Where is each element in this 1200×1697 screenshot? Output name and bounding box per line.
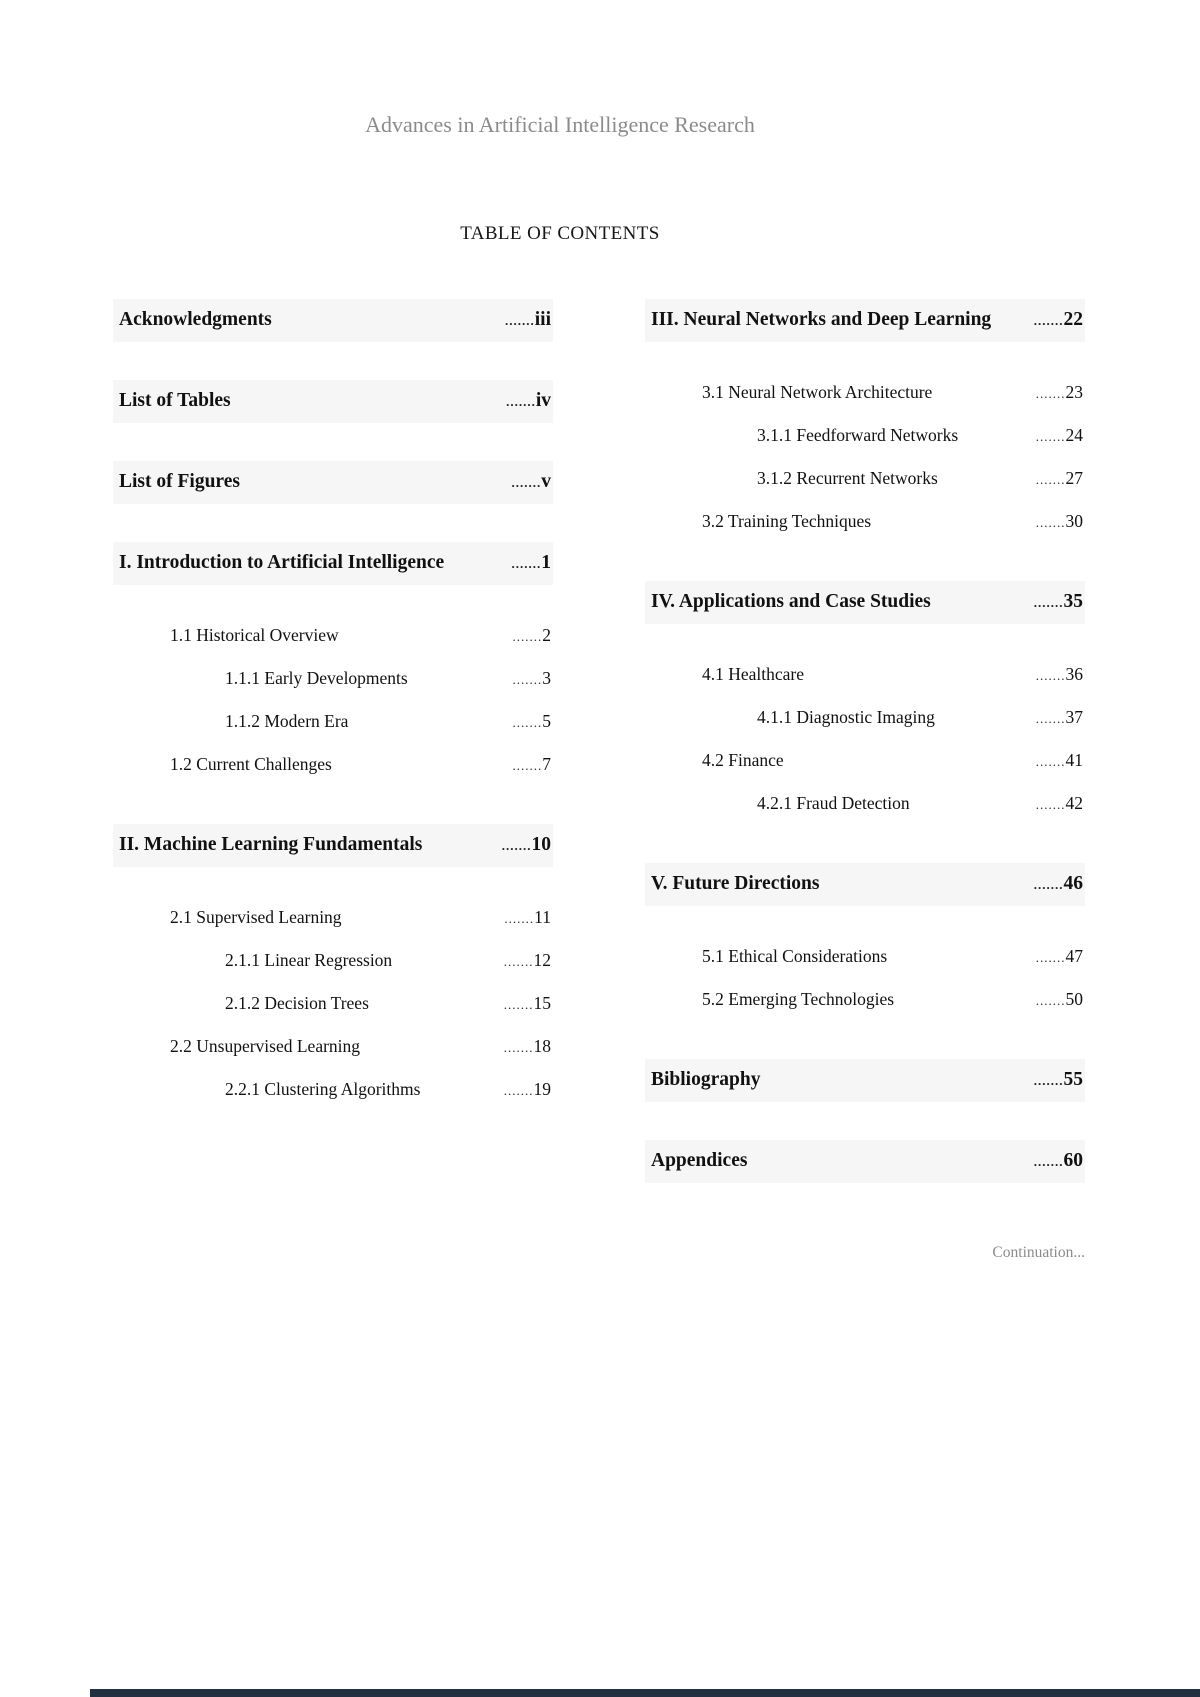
document-header xyxy=(35,0,1085,246)
dotted-leader: ....... xyxy=(503,997,534,1012)
toc-entry-pageref xyxy=(1028,707,1083,729)
toc-entry-label: 2.1 Supervised Learning xyxy=(170,907,342,927)
dotted-leader: ....... xyxy=(1033,313,1064,328)
toc-entry-label: 1.2 Current Challenges xyxy=(170,754,332,774)
toc-entry-pageref xyxy=(1028,382,1083,404)
toc-entry-label: V. Future Directions xyxy=(651,873,820,894)
toc-entry-label: Appendices xyxy=(651,1150,748,1171)
toc-entry[interactable] xyxy=(113,711,553,733)
toc-entry-pageref xyxy=(505,711,552,733)
toc-entry[interactable] xyxy=(113,380,553,423)
toc-entry-pageref xyxy=(1028,989,1083,1011)
dotted-leader: ....... xyxy=(1035,429,1066,444)
page-number: 46 xyxy=(1063,873,1083,894)
toc-entry-pageref xyxy=(494,834,551,857)
dotted-leader: ....... xyxy=(512,629,543,644)
page-number: 2 xyxy=(542,625,551,645)
toc-entry-pageref xyxy=(1028,511,1083,533)
page-number: v xyxy=(541,471,551,492)
toc-entry-pageref xyxy=(496,1079,551,1101)
toc-entry[interactable] xyxy=(645,1059,1085,1102)
toc-entry-label: 2.1.1 Linear Regression xyxy=(225,950,393,970)
dotted-leader: ....... xyxy=(503,954,534,969)
toc-entry-pageref xyxy=(496,1036,551,1058)
page-number: 30 xyxy=(1065,511,1083,531)
continuation-note: Continuation... xyxy=(992,1244,1085,1261)
toc-entry-label: 3.1.1 Feedforward Networks xyxy=(757,425,959,445)
dotted-leader: ....... xyxy=(1035,711,1066,726)
toc-entry-pageref xyxy=(1028,946,1083,968)
page-number: 42 xyxy=(1065,793,1083,813)
toc-entry[interactable] xyxy=(645,989,1085,1011)
toc-entry-label: List of Figures xyxy=(119,471,240,492)
toc-entry[interactable] xyxy=(113,950,553,972)
page-number: 41 xyxy=(1065,750,1083,770)
dotted-leader: ....... xyxy=(1035,472,1066,487)
toc-entry[interactable] xyxy=(645,750,1085,772)
toc-entry-label: Bibliography xyxy=(651,1069,761,1090)
toc-entry-label: 5.1 Ethical Considerations xyxy=(702,946,888,966)
toc-entry-label: II. Machine Learning Fundamentals xyxy=(119,834,423,855)
dotted-leader: ....... xyxy=(1035,515,1066,530)
toc-entry-pageref xyxy=(505,668,552,690)
toc-entry[interactable] xyxy=(113,907,553,929)
dotted-leader: ....... xyxy=(1033,1073,1064,1088)
dotted-leader: ....... xyxy=(1035,386,1066,401)
page-number: 35 xyxy=(1063,591,1083,612)
toc-entry[interactable] xyxy=(113,542,553,585)
page-number: 27 xyxy=(1065,468,1083,488)
toc-entry-pageref xyxy=(498,390,551,413)
toc-entry-label: 4.1 Healthcare xyxy=(702,664,805,684)
toc-entry-label: Acknowledgments xyxy=(119,309,272,330)
toc-entry-label: 4.1.1 Diagnostic Imaging xyxy=(757,707,935,727)
toc-entry[interactable] xyxy=(645,664,1085,686)
page-number: iii xyxy=(534,309,551,330)
toc-entry-pageref xyxy=(505,754,552,776)
toc-entry[interactable] xyxy=(113,461,553,504)
toc-entry-label: 3.2 Training Techniques xyxy=(702,511,872,531)
dotted-leader: ....... xyxy=(503,1040,534,1055)
dotted-leader: ....... xyxy=(1035,993,1066,1008)
toc-entry[interactable] xyxy=(645,299,1085,342)
dotted-leader: ....... xyxy=(501,838,532,853)
toc-entry[interactable] xyxy=(645,1140,1085,1183)
toc-entry-label: List of Tables xyxy=(119,390,231,411)
page-number: 3 xyxy=(542,668,551,688)
page-number: 12 xyxy=(533,950,551,970)
dotted-leader: ....... xyxy=(506,394,536,409)
toc-heading: TABLE OF CONTENTS xyxy=(460,223,660,244)
toc-entry[interactable] xyxy=(645,425,1085,447)
page-number: iv xyxy=(535,390,551,411)
toc-entry-pageref xyxy=(504,471,552,494)
toc-entry-label: 2.2.1 Clustering Algorithms xyxy=(225,1079,421,1099)
toc-entry-label: 1.1.2 Modern Era xyxy=(225,711,349,731)
toc-column-right xyxy=(645,299,1085,1183)
page-number: 10 xyxy=(531,834,551,855)
toc-entry[interactable] xyxy=(113,299,553,342)
dotted-leader: ....... xyxy=(1035,754,1066,769)
toc-entry[interactable] xyxy=(113,754,553,776)
dotted-leader: ....... xyxy=(1033,595,1064,610)
page-number: 23 xyxy=(1065,382,1083,402)
toc-entry-label: 1.1.1 Early Developments xyxy=(225,668,408,688)
toc-entry[interactable] xyxy=(113,824,553,867)
page-number: 1 xyxy=(541,552,551,573)
toc-entry[interactable] xyxy=(645,581,1085,624)
toc-entry-pageref xyxy=(1028,468,1083,490)
dotted-leader: ....... xyxy=(511,556,542,571)
toc-entry-pageref xyxy=(1028,664,1083,686)
toc-entry-label: IV. Applications and Case Studies xyxy=(651,591,931,612)
dotted-leader: ....... xyxy=(504,911,535,926)
toc-entry[interactable] xyxy=(645,511,1085,533)
dotted-leader: ....... xyxy=(512,715,543,730)
page-number: 11 xyxy=(534,907,551,927)
toc-entry-pageref xyxy=(1026,873,1083,896)
toc-entry[interactable] xyxy=(645,863,1085,906)
page-number: 24 xyxy=(1065,425,1083,445)
toc-entry-pageref xyxy=(496,950,551,972)
toc-entry-label: 4.2.1 Fraud Detection xyxy=(757,793,910,813)
dotted-leader: ....... xyxy=(1033,877,1064,892)
page-number: 60 xyxy=(1063,1150,1083,1171)
toc-entry-pageref xyxy=(1026,1069,1083,1092)
page-number: 50 xyxy=(1065,989,1083,1009)
dotted-leader: ....... xyxy=(1035,950,1066,965)
toc-entry-label: 3.1 Neural Network Architecture xyxy=(702,382,933,402)
page-number: 5 xyxy=(542,711,551,731)
dotted-leader: ....... xyxy=(503,1083,534,1098)
toc-entry[interactable] xyxy=(645,793,1085,815)
toc-entry[interactable] xyxy=(113,625,553,647)
toc-entry-pageref xyxy=(1028,425,1083,447)
dotted-leader: ....... xyxy=(511,475,542,490)
toc-entry-pageref xyxy=(505,625,552,647)
page-number: 18 xyxy=(533,1036,551,1056)
toc-entry[interactable] xyxy=(113,1036,553,1058)
page-number: 15 xyxy=(533,993,551,1013)
toc-entry[interactable] xyxy=(645,707,1085,729)
page-number: 36 xyxy=(1065,664,1083,684)
toc-entry[interactable] xyxy=(113,668,553,690)
dotted-leader: ....... xyxy=(504,313,535,328)
page-number: 7 xyxy=(542,754,551,774)
toc-entry-label: I. Introduction to Artificial Intelligence xyxy=(119,552,445,573)
dotted-leader: ....... xyxy=(1035,797,1066,812)
toc-entry-pageref xyxy=(1026,309,1083,332)
toc-entry-pageref xyxy=(1028,750,1083,772)
toc-entry-label: 5.2 Emerging Technologies xyxy=(702,989,895,1009)
toc-entry-pageref xyxy=(504,552,552,575)
toc-columns xyxy=(113,299,1085,1183)
dotted-leader: ....... xyxy=(512,758,543,773)
toc-entry-label: 2.2 Unsupervised Learning xyxy=(170,1036,361,1056)
toc-entry[interactable] xyxy=(113,1079,553,1101)
page-number: 47 xyxy=(1065,946,1083,966)
toc-entry[interactable] xyxy=(113,993,553,1015)
toc-entry[interactable] xyxy=(645,382,1085,404)
dotted-leader: ....... xyxy=(512,672,543,687)
toc-entry-label: 2.1.2 Decision Trees xyxy=(225,993,369,1013)
toc-entry-label: III. Neural Networks and Deep Learning xyxy=(651,309,992,330)
dotted-leader: ....... xyxy=(1035,668,1066,683)
toc-entry-pageref xyxy=(1026,591,1083,614)
dotted-leader: ....... xyxy=(1033,1154,1064,1169)
toc-entry[interactable] xyxy=(645,946,1085,968)
page-number: 22 xyxy=(1063,309,1083,330)
footer-accent-bar xyxy=(90,1689,1200,1697)
toc-column-left xyxy=(113,299,553,1101)
toc-entry-pageref xyxy=(496,907,551,929)
page-number: 55 xyxy=(1063,1069,1083,1090)
toc-entry-label: 1.1 Historical Overview xyxy=(170,625,339,645)
toc-entry-pageref xyxy=(497,309,551,332)
toc-entry-pageref xyxy=(1026,1150,1083,1173)
page-number: 37 xyxy=(1065,707,1083,727)
toc-entry-label: 4.2 Finance xyxy=(702,750,784,770)
toc-entry[interactable] xyxy=(645,468,1085,490)
journal-title: Advances in Artificial Intelligence Research xyxy=(365,112,755,137)
toc-entry-pageref xyxy=(1028,793,1083,815)
toc-entry-pageref xyxy=(496,993,551,1015)
page-number: 19 xyxy=(533,1079,551,1099)
toc-entry-label: 3.1.2 Recurrent Networks xyxy=(757,468,938,488)
